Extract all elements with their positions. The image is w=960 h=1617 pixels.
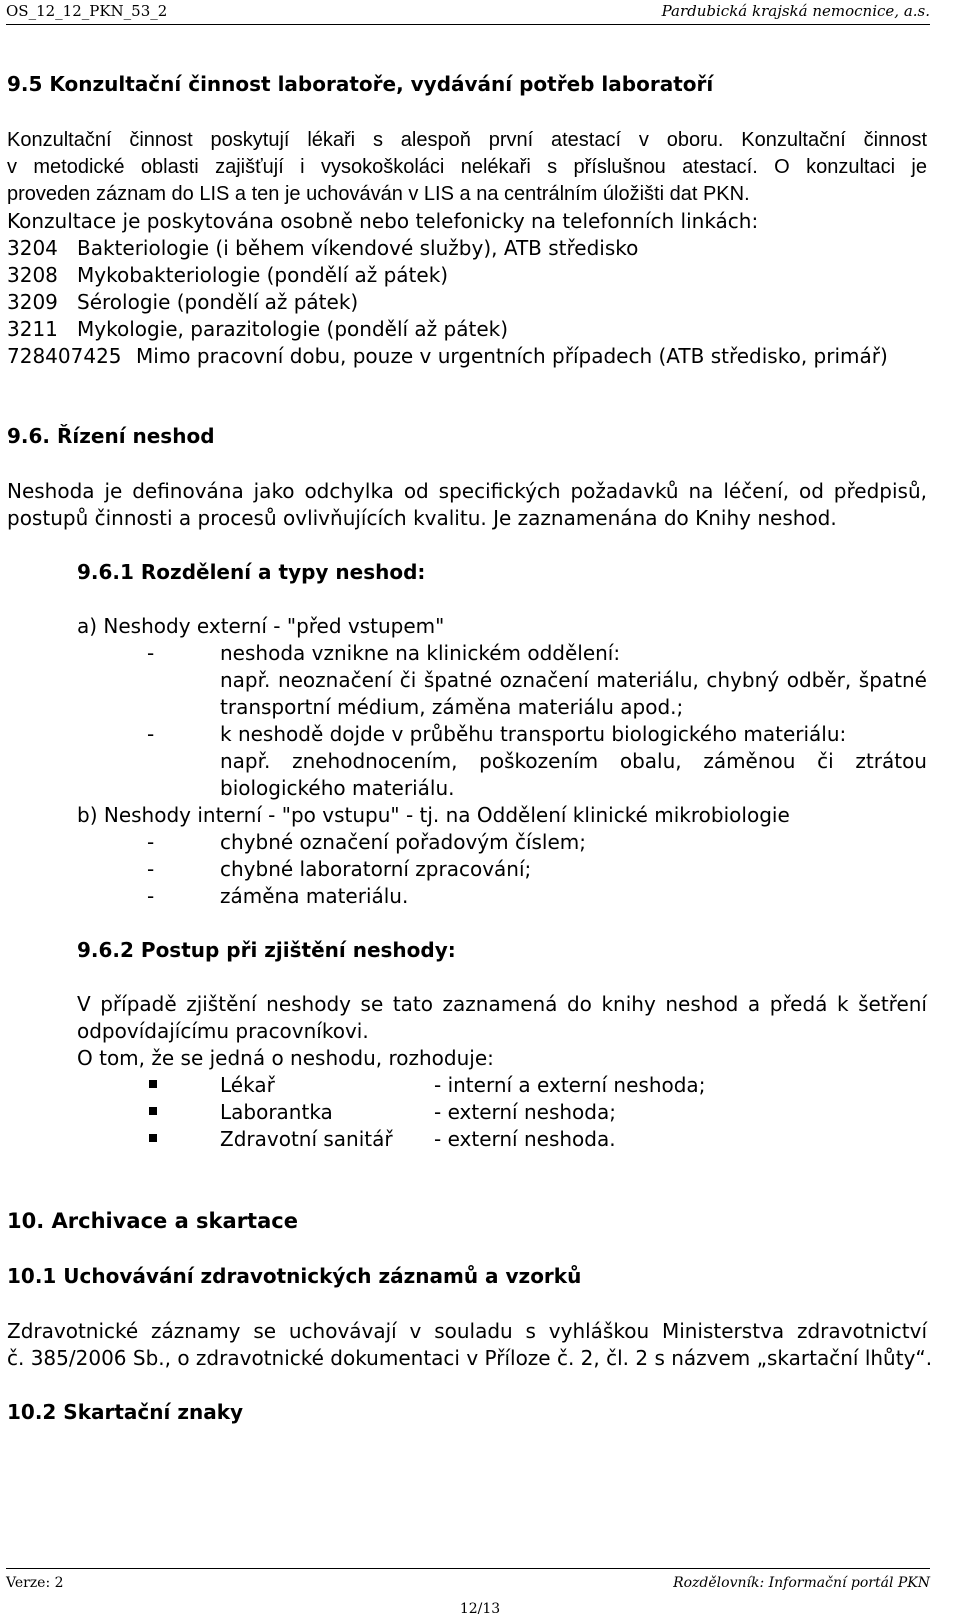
version-label: Verze: 2 [6, 1575, 64, 1591]
s95-paragraph-line-3: proveden záznam do LIS a ten je uchováván v LIS a na centrálním úložišti dat PKN. [7, 183, 750, 205]
internal-item: záměna materiálu. [220, 884, 409, 908]
phone-line-label: Mykologie, parazitologie (pondělí až pátek) [77, 317, 509, 341]
phone-line-label: Mykobakteriologie (pondělí až pátek) [77, 263, 449, 287]
phone-line-number: 3211 [7, 317, 58, 341]
decider-scope: - interní a externí neshoda; [434, 1073, 706, 1097]
section-9-6-2-title: 9.6.2 Postup při zjištění neshody: [77, 938, 456, 962]
s962-paragraph-line-2: odpovídajícímu pracovníkovi. [77, 1019, 369, 1043]
decider-scope: - externí neshoda. [434, 1127, 616, 1151]
decider-scope: - externí neshoda; [434, 1100, 616, 1124]
list-dash: - [147, 830, 155, 854]
internal-nonconformity-heading: b) Neshody interní - "po vstupu" - tj. na Oddělení klinické mikrobiologie [77, 803, 790, 827]
s101-paragraph-line-1: Zdravotnické záznamy se uchovávají v souladu s vyhláškou Ministerstva zdravotnictví [7, 1319, 927, 1343]
page-footer [0, 1568, 960, 1617]
list-dash: - [147, 857, 155, 881]
decider-role: Laborantka [220, 1100, 333, 1124]
internal-item: chybné označení pořadovým číslem; [220, 830, 587, 854]
s962-paragraph-line-1: V případě zjištění neshody se tato zaznamená do knihy neshod a předá k šetření [77, 992, 927, 1016]
internal-item: chybné laboratorní zpracování; [220, 857, 532, 881]
section-9-6-1-title: 9.6.1 Rozdělení a typy neshod: [77, 560, 426, 584]
external-item-1: neshoda vznikne na klinickém oddělení: [220, 641, 621, 665]
section-10-1-title: 10.1 Uchovávání zdravotnických záznamů a vzorků [7, 1264, 582, 1288]
section-9-5-title: 9.5 Konzultační činnost laboratoře, vydávání potřeb laboratoří [7, 72, 714, 96]
page-header [0, 0, 960, 26]
phone-line-label: Sérologie (pondělí až pátek) [77, 290, 359, 314]
decider-role: Lékař [220, 1073, 275, 1097]
external-item-1-example-line-1: např. neoznačení či špatné označení materiálu, chybný odběr, špatné [220, 668, 927, 692]
phone-line-number: 728407425 [7, 344, 122, 368]
s95-paragraph-line-2: v metodické oblasti zajišťují i vysokoškoláci nelékaři s příslušnou atestací. O konzultaci je [7, 156, 927, 178]
phone-line-number: 3208 [7, 263, 58, 287]
s962-decider-intro: O tom, že se jedná o neshodu, rozhoduje: [77, 1046, 494, 1070]
phone-line-label: Mimo pracovní dobu, pouze v urgentních případech (ATB středisko, primář) [136, 344, 888, 368]
section-9-6-title: 9.6. Řízení neshod [7, 424, 215, 448]
bullet-icon [149, 1107, 157, 1115]
external-item-2: k neshodě dojde v průběhu transportu biologického materiálu: [220, 722, 847, 746]
s101-paragraph-line-2: č. 385/2006 Sb., o zdravotnické dokumentaci v Příloze č. 2, čl. 2 s názvem „skartační lhůty“. [7, 1346, 933, 1370]
bullet-icon [149, 1134, 157, 1142]
organization-name: Pardubická krajská nemocnice, a.s. [661, 2, 930, 20]
section-10-title: 10. Archivace a skartace [7, 1209, 298, 1233]
bullet-icon [149, 1080, 157, 1088]
list-dash: - [147, 884, 155, 908]
footer-divider [6, 1568, 930, 1569]
external-item-1-example-line-2: transportní médium, záměna materiálu apod.; [220, 695, 684, 719]
section-10-2-title: 10.2 Skartační znaky [7, 1400, 244, 1424]
decider-role: Zdravotní sanitář [220, 1127, 393, 1151]
s95-phone-intro: Konzultace je poskytována osobně nebo telefonicky na telefonních linkách: [7, 209, 759, 233]
external-nonconformity-heading: a) Neshody externí - "před vstupem" [77, 614, 445, 638]
s96-paragraph-line-2: postupů činnosti a procesů ovlivňujících kvalitu. Je zaznamenána do Knihy neshod. [7, 506, 837, 530]
external-item-2-example-line-1: např. znehodnocením, poškozením obalu, záměnou či ztrátou [220, 749, 927, 773]
list-dash: - [147, 722, 155, 746]
s96-paragraph-line-1: Neshoda je definována jako odchylka od specifických požadavků na léčení, od předpisů, [7, 479, 927, 503]
distribution-label: Rozdělovník: Informační portál PKN [673, 1575, 930, 1591]
s95-paragraph-line-1: Konzultační činnost poskytují lékaři s alespoň první atestací v oboru. Konzultační činnost [7, 129, 927, 151]
phone-line-number: 3204 [7, 236, 58, 260]
phone-line-number: 3209 [7, 290, 58, 314]
phone-line-label: Bakteriologie (i během víkendové služby), ATB středisko [77, 236, 639, 260]
list-dash: - [147, 641, 155, 665]
document-code: OS_12_12_PKN_53_2 [6, 2, 168, 20]
external-item-2-example-line-2: biologického materiálu. [220, 776, 455, 800]
page-number: 12/13 [459, 1601, 501, 1617]
header-divider [6, 24, 930, 25]
